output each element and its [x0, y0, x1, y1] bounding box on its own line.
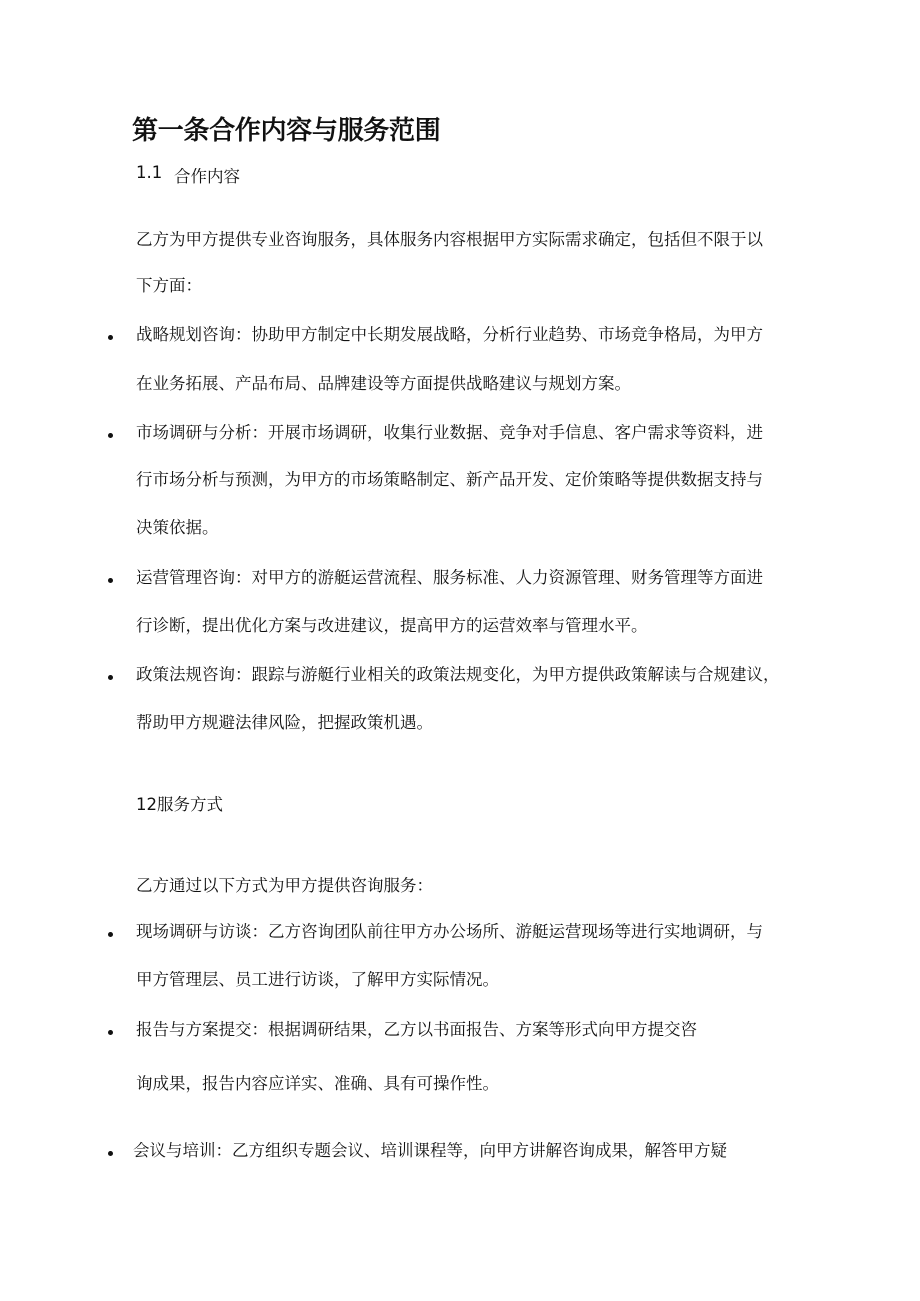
section-1-2-heading: 12服务方式 — [136, 795, 223, 814]
section-1-1-intro-line-2: 下方面： — [136, 276, 202, 295]
list-item-line: 会议与培训：乙方组织专题会议、培训课程等，向甲方讲解咨询成果，解答甲方疑 — [133, 1141, 727, 1160]
bullet-icon — [108, 1151, 113, 1156]
list-item-line: 行诊断，提出优化方案与改进建议，提高甲方的运营效率与管理水平。 — [136, 616, 648, 635]
list-item-line: 报告与方案提交：根据调研结果，乙方以书面报告、方案等形式向甲方提交咨 — [136, 1020, 697, 1039]
list-item-line: 询成果，报告内容应详实、准确、具有可操作性。 — [136, 1074, 499, 1093]
bullet-icon — [108, 932, 113, 937]
bullet-icon — [108, 675, 113, 680]
list-item-line: 运营管理咨询：对甲方的游艇运营流程、服务标准、人力资源管理、财务管理等方面进 — [136, 568, 763, 587]
bullet-icon — [108, 1030, 113, 1035]
list-item-line: 现场调研与访谈：乙方咨询团队前往甲方办公场所、游艇运营现场等进行实地调研，与 — [136, 922, 763, 941]
bullet-icon — [108, 335, 113, 340]
list-item-line: 帮助甲方规避法律风险，把握政策机遇。 — [136, 713, 433, 732]
page-title: 第一条合作内容与服务范围 — [132, 116, 441, 146]
section-1-1-intro-line-1: 乙方为甲方提供专业咨询服务，具体服务内容根据甲方实际需求确定，包括但不限于以 — [136, 230, 763, 249]
list-item-line: 政策法规咨询：跟踪与游艇行业相关的政策法规变化，为甲方提供政策解读与合规建议， — [136, 665, 780, 684]
list-item-line: 决策依据。 — [136, 518, 219, 537]
bullet-icon — [108, 578, 113, 583]
list-item-line: 行市场分析与预测，为甲方的市场策略制定、新产品开发、定价策略等提供数据支持与 — [136, 470, 763, 489]
section-1-2-intro: 乙方通过以下方式为甲方提供咨询服务： — [136, 876, 433, 895]
bullet-icon — [108, 433, 113, 438]
section-1-1-number: 1.1 — [136, 163, 163, 182]
list-item-line: 在业务拓展、产品布局、品牌建设等方面提供战略建议与规划方案。 — [136, 374, 631, 393]
list-item-line: 甲方管理层、员工进行访谈，了解甲方实际情况。 — [136, 970, 499, 989]
list-item-line: 市场调研与分析：开展市场调研，收集行业数据、竞争对手信息、客户需求等资料，进 — [136, 423, 763, 442]
section-1-1-heading: 合作内容 — [174, 167, 240, 186]
list-item-line: 战略规划咨询：协助甲方制定中长期发展战略，分析行业趋势、市场竞争格局，为甲方 — [136, 325, 763, 344]
